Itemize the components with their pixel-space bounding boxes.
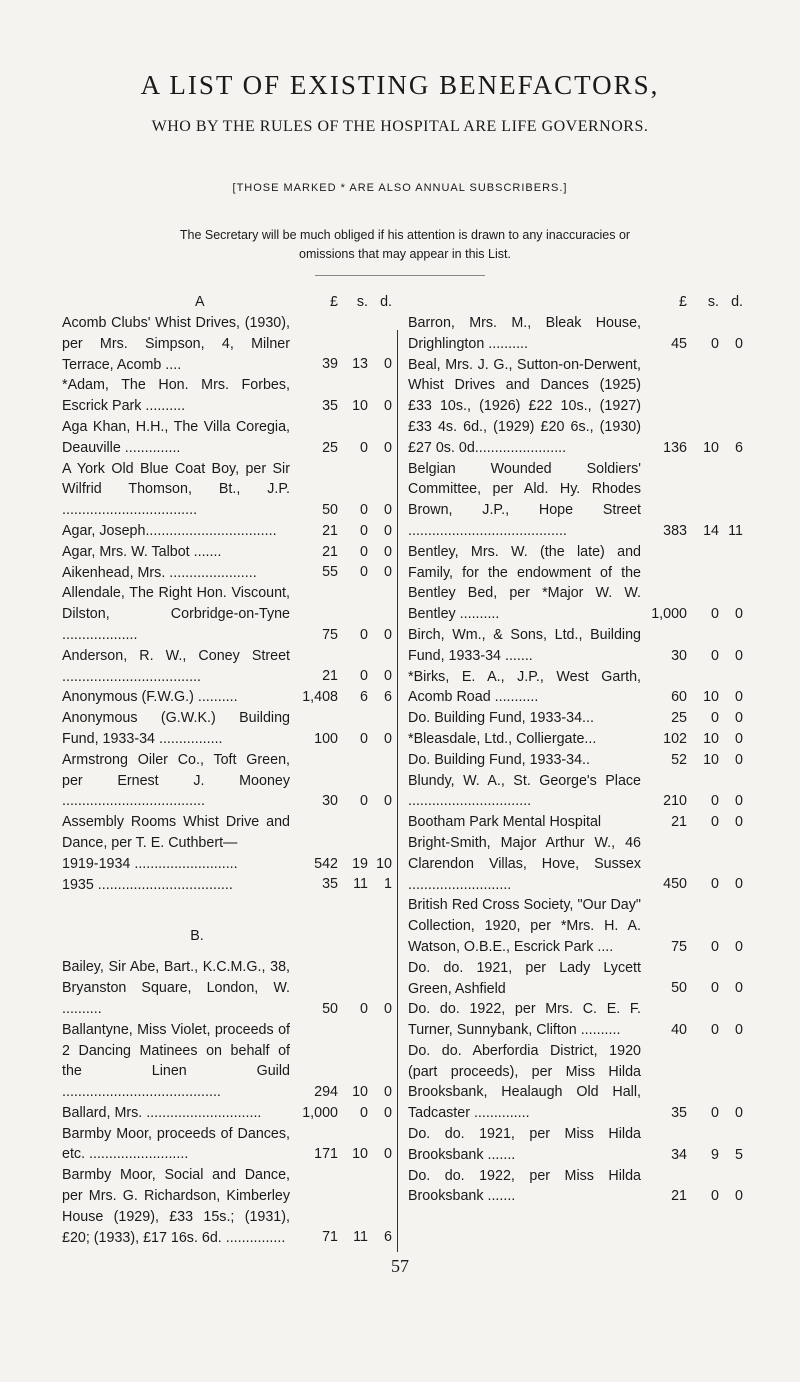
benefactor-entry (62, 687, 392, 708)
amount-shillings: 0 (360, 668, 368, 685)
left-column (62, 292, 392, 1248)
amount-shillings: 13 (352, 356, 368, 373)
amount-pence: 0 (384, 668, 392, 685)
amount-pounds: 25 (322, 439, 338, 456)
amount-shillings: 0 (360, 626, 368, 643)
amount-pounds: 60 (671, 689, 687, 706)
section-a-entries (62, 313, 392, 895)
benefactor-entry (408, 771, 743, 813)
benefactor-entry (408, 812, 743, 833)
shillings-heading: s. (356, 294, 368, 310)
donation-amount (292, 666, 392, 687)
amount-shillings: 0 (711, 793, 719, 810)
amount-pence: 0 (384, 730, 392, 747)
amount-shillings: 10 (352, 397, 368, 414)
benefactor-name: Birch, Wm., & Sons, Ltd., Building Fund, 1933-34 ....... (408, 626, 641, 664)
benefactor-name: Do. do. 1922, per Miss Hilda Brooksbank ....... (408, 1167, 641, 1205)
benefactor-name: Bentley, Mrs. W. (the late) and Family, for the endowment of the Bentley Bed, per *Major W. W. Bentley .......... (408, 543, 641, 623)
donation-amount (643, 812, 743, 833)
benefactor-name: *Adam, The Hon. Mrs. Forbes, Escrick Park .......... (62, 377, 290, 415)
benefactor-name: Blundy, W. A., St. George's Place ............................... (408, 772, 641, 810)
amount-shillings: 9 (711, 1146, 719, 1163)
donation-amount (292, 999, 392, 1020)
benefactor-name: Armstrong Oiler Co., Toft Green, per Ernest J. Mooney .................................... (62, 751, 290, 810)
benefactor-name: Bright-Smith, Major Arthur W., 46 Clarendon Villas, Hove, Sussex .......................... (408, 834, 641, 893)
amount-shillings: 0 (711, 1105, 719, 1122)
shillings-heading: s. (707, 294, 719, 310)
donation-amount (643, 334, 743, 355)
donation-amount (292, 687, 392, 708)
amount-pence: 10 (376, 855, 392, 872)
donation-amount (643, 729, 743, 750)
benefactor-entry (408, 895, 743, 957)
amount-pounds: 100 (314, 730, 338, 747)
benefactor-name: Do. Building Fund, 1933-34.. (408, 751, 591, 768)
benefactor-name: Ballard, Mrs. ............................. (62, 1104, 262, 1121)
amount-pence: 11 (728, 522, 743, 539)
donation-amount (292, 1103, 392, 1124)
amount-pence: 0 (735, 813, 743, 830)
amount-shillings: 10 (352, 1146, 368, 1163)
amount-pounds: 171 (314, 1146, 338, 1163)
benefactor-entry (408, 958, 743, 1000)
amount-pence: 0 (384, 397, 392, 414)
benefactor-entry (408, 355, 743, 459)
amount-pounds: 21 (671, 813, 687, 830)
donation-amount (292, 500, 392, 521)
amount-pence: 0 (735, 689, 743, 706)
benefactor-entry (62, 313, 392, 375)
benefactor-entry (62, 1103, 392, 1124)
benefactor-name: Acomb Clubs' Whist Drives, (1930), per Mrs. Simpson, 4, Milner Terrace, Acomb .... (62, 315, 290, 373)
donation-amount (292, 874, 392, 895)
right-column-entries (408, 313, 743, 1207)
amount-pence: 0 (384, 1104, 392, 1121)
amount-pounds: 50 (322, 1000, 338, 1017)
amount-shillings: 0 (711, 647, 719, 664)
secretary-notice-line-2: omissions that may appear in this List. (299, 247, 511, 261)
benefactor-entry (62, 708, 392, 750)
amount-shillings: 0 (711, 938, 719, 955)
benefactor-entry (62, 875, 392, 896)
amount-pounds: 45 (671, 335, 687, 352)
amount-pounds: 21 (322, 522, 338, 539)
amount-shillings: 11 (353, 876, 368, 893)
amount-shillings: 0 (711, 709, 719, 726)
page-number: 57 (391, 1256, 409, 1276)
amount-pounds: 30 (671, 647, 687, 664)
amount-pence: 0 (735, 751, 743, 768)
benefactor-name: Ballantyne, Miss Violet, proceeds of 2 Dancing Matinees on behalf of the Linen Guild ........................................ (62, 1021, 290, 1101)
benefactor-name: Do. do. 1921, per Miss Hilda Brooksbank ....... (408, 1126, 641, 1163)
benefactor-entry (408, 667, 743, 709)
donation-amount (643, 604, 743, 625)
benefactor-entry (62, 812, 392, 854)
amount-pounds: 1,408 (302, 689, 338, 706)
page-subtitle: WHO BY THE RULES OF THE HOSPITAL ARE LIFE GOVERNORS. (151, 118, 649, 135)
amount-pence: 0 (735, 647, 743, 664)
donation-amount (292, 791, 392, 812)
amount-shillings: 0 (711, 980, 719, 997)
amount-pence: 0 (735, 1188, 743, 1205)
amount-pounds: 39 (322, 356, 338, 373)
donation-amount (643, 708, 743, 729)
amount-pence: 1 (384, 876, 392, 893)
amount-shillings: 0 (711, 335, 719, 352)
benefactor-entry (408, 313, 743, 355)
benefactor-name: British Red Cross Society, "Our Day" Collection, 1920, per *Mrs. H. A. Watson, O.B.E., Escrick Park .... (408, 897, 641, 955)
amount-shillings: 0 (360, 730, 368, 747)
benefactor-name: Beal, Mrs. J. G., Sutton-on-Derwent, Whist Drives and Dances (1925) £33 10s., (1926) £22 10s., (1927) £33 4s. 6d., (1929) £20 6s., (1930) £27 0s. 0d....................... (408, 356, 641, 456)
secretary-notice-line-1: The Secretary will be much obliged if his attention is drawn to any inaccuracies or (179, 228, 631, 242)
amount-pence: 0 (384, 543, 392, 560)
amount-pence: 0 (384, 564, 392, 581)
amount-pence: 0 (735, 730, 743, 747)
right-column (408, 292, 743, 1207)
amount-pence: 0 (384, 501, 392, 518)
benefactor-name: Barmby Moor, Social and Dance, per Mrs. G. Richardson, Kimberley House (1929), £33 15s.; (1931), £20; (1933), £17 16s. 6d. ............... (62, 1167, 290, 1246)
benefactor-name: Anonymous (F.W.G.) .......... (62, 689, 238, 706)
benefactor-name: *Bleasdale, Ltd., Colliergate... (408, 730, 597, 747)
amount-pence: 0 (384, 1000, 392, 1017)
amount-pence: 0 (735, 1021, 743, 1038)
benefactor-entry (408, 459, 743, 542)
benefactor-entry (408, 542, 743, 625)
amount-pounds: 450 (663, 876, 687, 893)
benefactor-name: Allendale, The Right Hon. Viscount, Dilston, Corbridge-on-Tyne ................... (62, 585, 290, 643)
benefactor-entry (408, 1166, 743, 1208)
annual-subscriber-note: [THOSE MARKED * ARE ALSO ANNUAL SUBSCRIBERS.] (232, 182, 568, 194)
amount-shillings: 0 (360, 522, 368, 539)
amount-pence: 0 (735, 876, 743, 893)
amount-pounds: 21 (671, 1188, 687, 1205)
benefactor-entry (62, 1020, 392, 1103)
amount-shillings: 0 (711, 876, 719, 893)
benefactor-name: Do. do. Aberfordia District, 1920 (part proceeds), per Miss Hilda Brooksbank, Healaugh Old Hall, Tadcaster .............. (408, 1042, 641, 1122)
donation-amount (292, 1082, 392, 1103)
amount-pounds: 50 (671, 980, 687, 997)
benefactor-entry (62, 542, 392, 563)
amount-pounds: 40 (671, 1021, 687, 1038)
amount-pence: 0 (384, 626, 392, 643)
donation-amount (292, 396, 392, 417)
benefactor-entry (62, 417, 392, 459)
amount-pounds: 383 (663, 522, 687, 539)
amount-shillings: 10 (703, 439, 719, 456)
amount-pence: 6 (384, 1229, 392, 1246)
benefactor-name: Anonymous (G.W.K.) Building Fund, 1933-34 ................ (62, 710, 290, 747)
secretary-notice (60, 226, 750, 264)
donation-amount (292, 625, 392, 646)
section-a-heading: A (195, 294, 205, 310)
donation-amount (643, 1145, 743, 1166)
donation-amount (643, 646, 743, 667)
amount-pence: 0 (384, 356, 392, 373)
amount-pounds: 71 (322, 1229, 338, 1246)
donation-amount (643, 1020, 743, 1041)
donation-amount (643, 874, 743, 895)
donation-amount (292, 562, 392, 583)
benefactor-entry (408, 1124, 743, 1166)
benefactor-name: 1935 .................................. (62, 876, 233, 893)
benefactor-entry (62, 459, 392, 521)
donation-amount (643, 438, 743, 459)
benefactor-name: Aga Khan, H.H., The Villa Coregia, Deauville .............. (62, 418, 290, 456)
benefactor-name: Anderson, R. W., Coney Street ................................... (62, 647, 290, 685)
amount-pounds: 136 (663, 439, 687, 456)
benefactor-entry (62, 375, 392, 417)
amount-shillings: 0 (711, 1021, 719, 1038)
benefactor-name: Agar, Joseph................................. (62, 522, 277, 539)
page-title: A LIST OF EXISTING BENEFACTORS, (140, 70, 660, 100)
amount-shillings: 6 (360, 689, 368, 706)
benefactor-name: Bootham Park Mental Hospital (408, 814, 602, 831)
amount-shillings: 0 (711, 1188, 719, 1205)
benefactor-entry (408, 750, 743, 771)
amount-pence: 0 (384, 1146, 392, 1163)
donation-amount (643, 1103, 743, 1124)
benefactor-name: Belgian Wounded Soldiers' Committee, per Ald. Hy. Rhodes Brown, J.P., Hope Street ........................................ (408, 460, 641, 539)
benefactor-entry (62, 563, 392, 584)
amount-pence: 0 (735, 709, 743, 726)
amount-pence: 0 (735, 1105, 743, 1122)
amount-pounds: 75 (322, 626, 338, 643)
amount-pounds: 21 (322, 668, 338, 685)
donation-amount (292, 438, 392, 459)
amount-shillings: 14 (703, 522, 719, 539)
benefactor-name: Aikenhead, Mrs. ...................... (62, 564, 257, 581)
amount-pence: 6 (384, 689, 392, 706)
amount-pounds: 542 (314, 855, 338, 872)
pounds-heading: £ (679, 294, 687, 310)
amount-pounds: 21 (322, 543, 338, 560)
amount-shillings: 10 (703, 751, 719, 768)
amount-pence: 0 (735, 980, 743, 997)
amount-pence: 0 (384, 793, 392, 810)
benefactor-name: Do. Building Fund, 1933-34... (408, 710, 594, 727)
donation-amount (292, 729, 392, 750)
amount-pence: 0 (735, 605, 743, 622)
benefactor-name: Barron, Mrs. M., Bleak House, Drighlington .......... (408, 315, 641, 352)
amount-pounds: 25 (671, 709, 687, 726)
donation-amount (292, 521, 392, 542)
amount-pounds: 210 (663, 793, 687, 810)
header-rule (315, 275, 485, 276)
benefactor-name: Agar, Mrs. W. Talbot ....... (62, 543, 222, 560)
amount-pence: 0 (384, 1083, 392, 1100)
benefactor-entry (62, 521, 392, 542)
benefactor-name: Do. do. 1921, per Lady Lycett Green, Ashfield (408, 959, 641, 997)
amount-pounds: 34 (671, 1146, 687, 1163)
benefactor-entry (62, 1165, 392, 1248)
amount-pounds: 102 (663, 730, 687, 747)
donation-amount (292, 354, 392, 375)
donation-amount (292, 854, 392, 875)
benefactor-entry (62, 750, 392, 812)
benefactor-entry (408, 999, 743, 1041)
section-b-heading: B. (190, 928, 204, 945)
amount-shillings: 0 (360, 501, 368, 518)
amount-shillings: 0 (360, 543, 368, 560)
donation-amount (292, 1144, 392, 1165)
amount-pence: 0 (384, 522, 392, 539)
amount-shillings: 19 (352, 855, 368, 872)
benefactor-entry (408, 708, 743, 729)
donation-amount (292, 1227, 392, 1248)
donation-amount (643, 791, 743, 812)
amount-pence: 0 (735, 335, 743, 352)
amount-pounds: 1,000 (302, 1104, 338, 1121)
pence-heading: d. (731, 294, 743, 310)
benefactor-entry (62, 646, 392, 688)
amount-pence: 0 (735, 793, 743, 810)
donation-amount (643, 937, 743, 958)
amount-shillings: 0 (711, 813, 719, 830)
amount-pence: 6 (735, 439, 743, 456)
benefactor-name: Assembly Rooms Whist Drive and Dance, per T. E. Cuthbert— (62, 814, 290, 851)
amount-pence: 0 (735, 938, 743, 955)
donation-amount (643, 978, 743, 999)
benefactor-entry (408, 833, 743, 895)
benefactor-entry (408, 729, 743, 750)
amount-pence: 0 (384, 439, 392, 456)
amount-shillings: 0 (360, 439, 368, 456)
amount-pounds: 75 (671, 938, 687, 955)
amount-pounds: 30 (322, 793, 338, 810)
amount-pounds: 50 (322, 501, 338, 518)
donation-amount (643, 521, 743, 542)
amount-shillings: 0 (360, 564, 368, 581)
amount-shillings: 0 (360, 1000, 368, 1017)
benefactor-entry (62, 583, 392, 645)
pounds-heading: £ (330, 294, 338, 310)
amount-pence: 5 (735, 1146, 743, 1163)
right-column-header (408, 292, 743, 313)
donation-amount (643, 750, 743, 771)
section-b-entries (62, 957, 392, 1248)
amount-shillings: 10 (703, 689, 719, 706)
benefactor-entry (408, 625, 743, 667)
benefactor-name: 1919-1934 .......................... (62, 855, 238, 872)
benefactor-name: A York Old Blue Coat Boy, per Sir Wilfrid Thomson, Bt., J.P. .................................. (62, 460, 290, 519)
pence-heading: d. (380, 294, 392, 310)
benefactor-name: Bailey, Sir Abe, Bart., K.C.M.G., 38, Bryanston Square, London, W. .......... (62, 959, 290, 1017)
amount-pounds: 1,000 (651, 605, 687, 622)
amount-shillings: 0 (360, 1104, 368, 1121)
benefactor-entry (408, 1041, 743, 1124)
amount-pounds: 294 (314, 1083, 338, 1100)
amount-shillings: 0 (360, 793, 368, 810)
benefactor-name: *Birks, E. A., J.P., West Garth, Acomb Road ........... (408, 668, 641, 706)
donation-amount (292, 833, 392, 854)
donation-amount (292, 542, 392, 563)
amount-shillings: 10 (703, 730, 719, 747)
amount-shillings: 0 (711, 605, 719, 622)
left-column-header (62, 292, 392, 313)
amount-shillings: 11 (353, 1229, 368, 1246)
amount-shillings: 10 (352, 1083, 368, 1100)
benefactor-entry (62, 1124, 392, 1166)
benefactor-name: Do. do. 1922, per Mrs. C. E. F. Turner, Sunnybank, Clifton .......... (408, 1001, 641, 1039)
benefactor-name: Barmby Moor, proceeds of Dances, etc. ......................... (62, 1125, 290, 1163)
donation-amount (643, 1186, 743, 1207)
amount-pounds: 35 (322, 876, 338, 893)
benefactor-entry (62, 854, 392, 875)
column-divider (397, 330, 398, 1252)
donation-amount (643, 687, 743, 708)
amount-pounds: 35 (671, 1105, 687, 1122)
amount-pounds: 55 (322, 564, 338, 581)
benefactor-entry (62, 957, 392, 1019)
amount-pounds: 35 (322, 397, 338, 414)
amount-pounds: 52 (671, 751, 687, 768)
